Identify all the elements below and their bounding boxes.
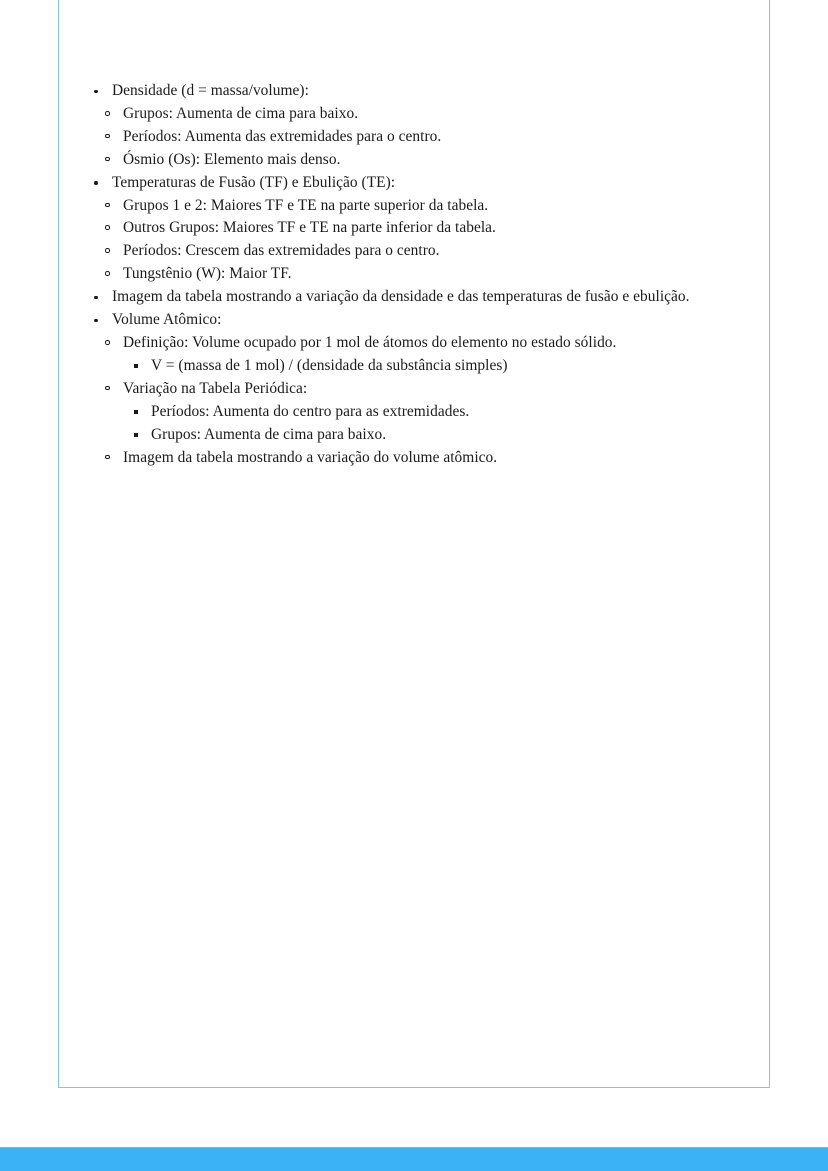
outline-item-text: Variação na Tabela Periódica: xyxy=(123,379,308,397)
circle-bullet-icon xyxy=(105,203,110,208)
outline-item-level-2 xyxy=(86,263,726,286)
outline-item-text: Imagem da tabela mostrando a variação da densidade e das temperaturas de fusão e ebulição. xyxy=(112,288,690,306)
outline-item-level-2 xyxy=(86,378,726,401)
outline-item-text: Grupos 1 e 2: Maiores TF e TE na parte superior da tabela. xyxy=(123,196,489,214)
outline-item-level-2 xyxy=(86,217,726,240)
outline-item-level-1 xyxy=(86,309,726,332)
outline-item-level-2 xyxy=(86,332,726,355)
document-content xyxy=(86,80,726,469)
outline-item-text: Tungstênio (W): Maior TF. xyxy=(123,265,292,283)
outline-item-level-2 xyxy=(86,195,726,218)
outline-item-level-1 xyxy=(86,286,726,309)
outline-item-text: Grupos: Aumenta de cima para baixo. xyxy=(123,104,359,122)
bottom-accent-bar xyxy=(0,1147,828,1171)
circle-bullet-icon xyxy=(105,455,110,460)
outline-list xyxy=(86,80,726,469)
disc-bullet-icon xyxy=(94,319,98,323)
outline-item-text: Imagem da tabela mostrando a variação do volume atômico. xyxy=(123,448,498,466)
outline-item-level-2 xyxy=(86,240,726,263)
outline-item-text: V = (massa de 1 mol) / (densidade da substância simples) xyxy=(151,356,508,374)
outline-item-level-3 xyxy=(86,355,726,378)
outline-item-level-2 xyxy=(86,447,726,470)
outline-item-text: Outros Grupos: Maiores TF e TE na parte inferior da tabela. xyxy=(123,219,496,237)
outline-item-text: Definição: Volume ocupado por 1 mol de átomos do elemento no estado sólido. xyxy=(123,333,617,351)
circle-bullet-icon xyxy=(105,386,110,391)
accent-bar-highlight xyxy=(0,1147,828,1148)
outline-item-level-2 xyxy=(86,126,726,149)
outline-item-level-3 xyxy=(86,401,726,424)
circle-bullet-icon xyxy=(105,111,110,116)
outline-item-text: Volume Atômico: xyxy=(112,311,222,329)
circle-bullet-icon xyxy=(105,340,110,345)
outline-item-text: Períodos: Crescem das extremidades para o centro. xyxy=(123,242,440,260)
outline-item-text: Densidade (d = massa/volume): xyxy=(112,82,309,99)
outline-item-text: Temperaturas de Fusão (TF) e Ebulição (TE): xyxy=(112,173,396,191)
circle-bullet-icon xyxy=(105,271,110,276)
disc-bullet-icon xyxy=(94,90,98,94)
outline-item-text: Períodos: Aumenta das extremidades para o centro. xyxy=(123,127,442,145)
circle-bullet-icon xyxy=(105,225,110,230)
document-page xyxy=(58,0,770,1088)
outline-item-text: Grupos: Aumenta de cima para baixo. xyxy=(151,425,387,443)
circle-bullet-icon xyxy=(105,248,110,253)
square-bullet-icon xyxy=(134,364,138,368)
outline-item-level-3 xyxy=(86,424,726,447)
circle-bullet-icon xyxy=(105,157,110,162)
circle-bullet-icon xyxy=(105,134,110,139)
outline-item-level-1 xyxy=(86,172,726,195)
outline-item-level-2 xyxy=(86,149,726,172)
disc-bullet-icon xyxy=(94,296,98,300)
outline-item-text: Ósmio (Os): Elemento mais denso. xyxy=(123,150,341,168)
square-bullet-icon xyxy=(134,433,138,437)
outline-item-level-1 xyxy=(86,80,726,103)
disc-bullet-icon xyxy=(94,181,98,185)
outline-item-level-2 xyxy=(86,103,726,126)
outline-item-text: Períodos: Aumenta do centro para as extremidades. xyxy=(151,402,470,420)
square-bullet-icon xyxy=(134,410,138,414)
